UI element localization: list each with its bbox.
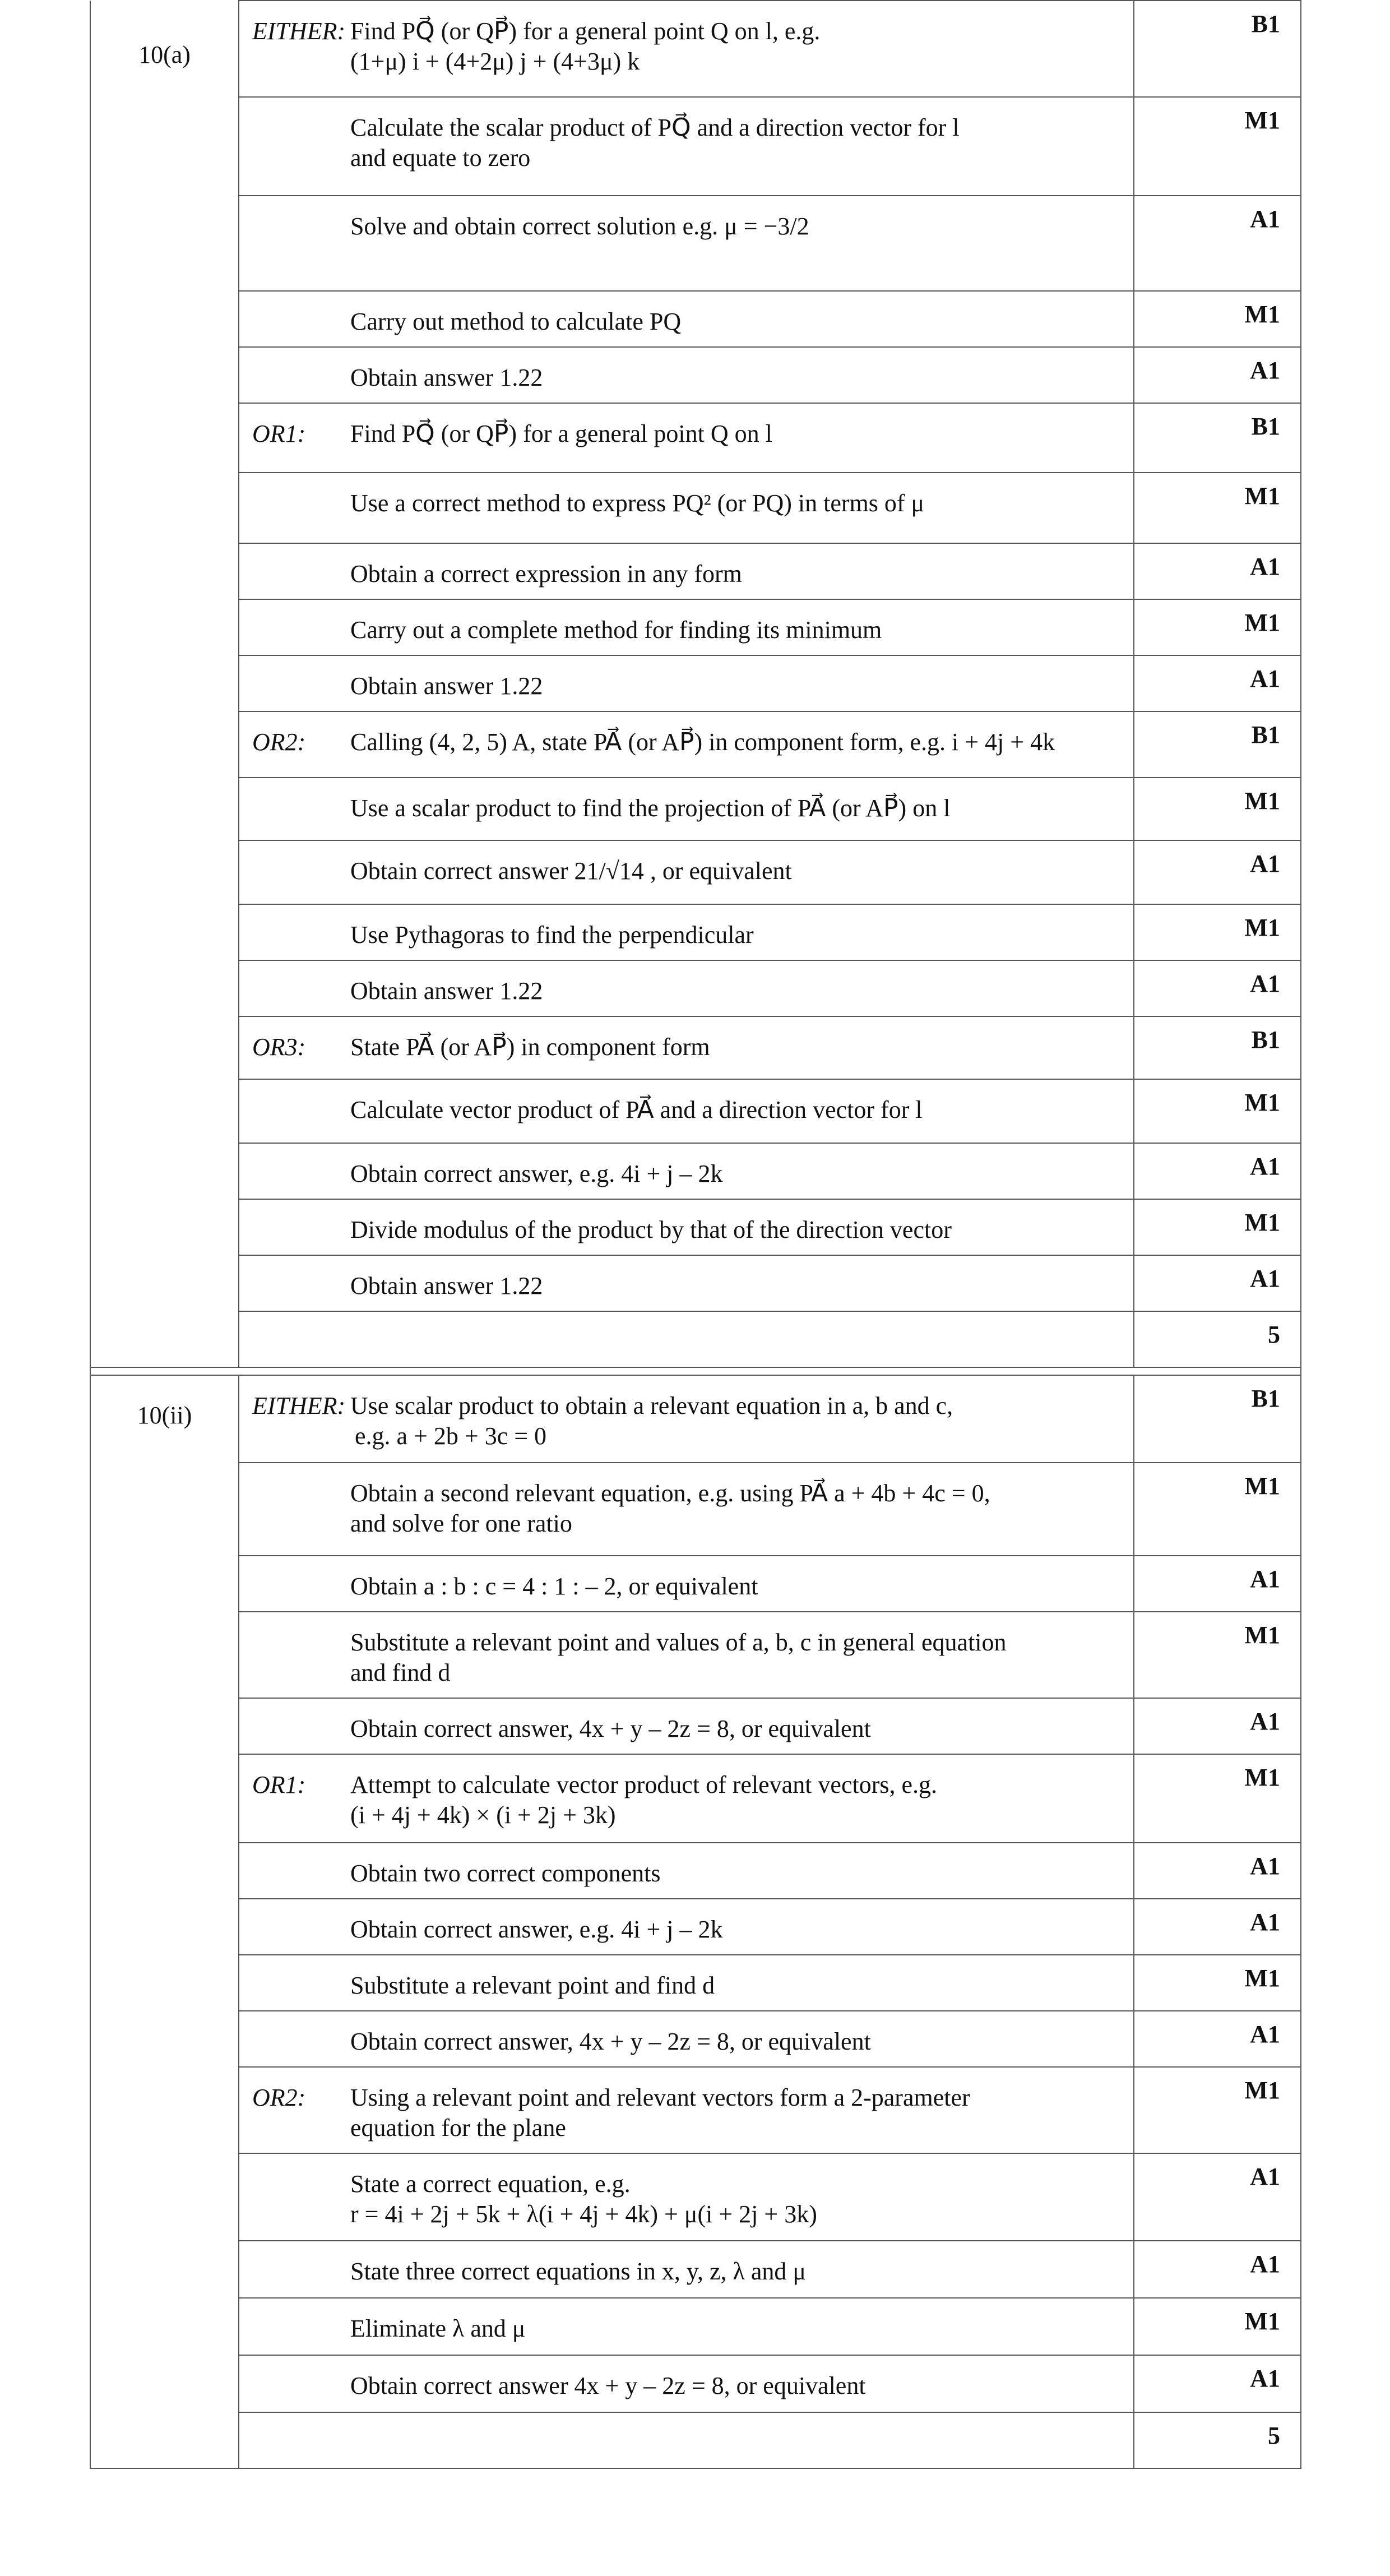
method-label [252,920,350,950]
method-label [252,1215,350,1245]
mark-code [1134,473,1301,543]
table-row [90,1463,1301,1556]
step-line: Obtain correct answer, 4x + y – 2z = 8, or equivalent [350,1715,871,1742]
method-label: EITHER: [252,1392,346,1419]
step-line: Carry out a complete method for finding its minimum [350,616,882,644]
answer-step [239,347,1134,403]
method-label [252,1478,350,1539]
step-text [350,2169,1122,2230]
mark-value: A1 [1250,850,1280,877]
method-label [252,1971,350,2001]
method-label [252,1627,350,1688]
step-line: Obtain a : b : c = 4 : 1 : – 2, or equivalent [350,1573,758,1600]
mark-value: A1 [1250,2365,1280,2392]
method-label: OR2: [252,728,306,756]
method-label [252,976,350,1006]
mark-value: B1 [1251,10,1280,38]
total-blank [239,2412,1134,2468]
step-text [350,1271,1122,1301]
mark-code [1134,1556,1301,1612]
answer-step [239,1754,1134,1843]
section-separator [90,1367,1301,1375]
mark-code [1134,196,1301,291]
step-text [350,1391,1122,1451]
method-label [252,793,350,824]
mark-value: A1 [1250,1565,1280,1593]
mark-value: A1 [1250,1908,1280,1936]
mark-value: A1 [1250,1708,1280,1735]
method-label [252,559,350,589]
mark-code [1134,1899,1301,1955]
question-number [90,1,239,1367]
mark-value: M1 [1244,609,1280,636]
answer-step [239,1899,1134,1955]
step-line: Substitute a relevant point and values of a, b, c in general equation [350,1629,1007,1656]
mark-value: M1 [1244,300,1280,328]
answer-step [239,1199,1134,1255]
table-row [90,1199,1301,1255]
mark-code [1134,778,1301,840]
mark-value: A1 [1250,1153,1280,1180]
answer-step [239,1612,1134,1698]
mark-value: A1 [1250,2020,1280,2048]
mark-value: A1 [1250,1852,1280,1880]
table-row [90,1,1301,97]
table-row [90,960,1301,1016]
method-label: OR2: [252,2084,306,2111]
mark-code [1134,1955,1301,2011]
mark-value: A1 [1250,205,1280,233]
step-text [350,419,1122,449]
answer-step [239,403,1134,473]
table-row [90,196,1301,291]
mark-code [1134,1,1301,97]
answer-step [239,2298,1134,2355]
answer-step [239,1375,1134,1463]
step-line: Obtain correct answer, e.g. 4i + j – 2k [350,1160,723,1187]
method-label [252,1571,350,1602]
mark-code [1134,1754,1301,1843]
answer-step [239,1463,1134,1556]
table-row [90,1255,1301,1311]
step-text [350,615,1122,645]
mark-code [1134,655,1301,711]
step-line: Use a scalar product to find the projection of PA⃗ (or AP⃗) on l [350,794,951,822]
mark-value: M1 [1244,2076,1280,2104]
step-line: Divide modulus of the product by that of the direction vector [350,1216,952,1243]
step-line: State a correct equation, e.g. [350,2170,631,2198]
answer-step [239,2011,1134,2067]
table-row [90,347,1301,403]
step-line: State three correct equations in x, y, z, λ and μ [350,2258,807,2285]
table-row [90,711,1301,778]
step-line: Obtain correct answer 4x + y – 2z = 8, or equivalent [350,2372,866,2399]
table-row [90,1899,1301,1955]
mark-code [1134,904,1301,960]
step-line: Obtain two correct components [350,1860,661,1887]
step-line: and solve for one ratio [350,1510,572,1537]
step-text [350,1627,1122,1688]
step-line: Calculate the scalar product of PQ⃗ and a direction vector for l [350,114,960,141]
mark-value: M1 [1244,1764,1280,1791]
step-text [350,1971,1122,2001]
mark-value: M1 [1244,2307,1280,2335]
mark-code [1134,1255,1301,1311]
step-text [350,1215,1122,1245]
mark-code [1134,2298,1301,2355]
separator-cell [90,1367,1301,1375]
step-line: Obtain answer 1.22 [350,1272,543,1299]
table-row [90,2153,1301,2241]
step-line: (i + 4j + 4k) × (i + 2j + 3k) [350,1801,616,1829]
answer-step [239,1843,1134,1899]
answer-step [239,1143,1134,1199]
step-line: Calculate vector product of PA⃗ and a direction vector for l [350,1096,923,1123]
step-text [350,1770,1122,1830]
table-row [90,1754,1301,1843]
step-text [350,1714,1122,1744]
table-row [90,473,1301,543]
step-text [350,2314,1122,2344]
step-text [350,1571,1122,1602]
answer-step [239,960,1134,1016]
answer-step [239,2067,1134,2153]
answer-step [239,1556,1134,1612]
mark-value: M1 [1244,1209,1280,1236]
answer-step [239,2241,1134,2298]
method-label [252,1858,350,1889]
mark-value: A1 [1250,665,1280,692]
step-line: Use scalar product to obtain a relevant equation in a, b and c, [350,1392,953,1419]
mark-value: M1 [1244,1089,1280,1116]
answer-step [239,2153,1134,2241]
mark-value: B1 [1251,1385,1280,1412]
total-value: 5 [1268,2422,1280,2449]
step-line: r = 4i + 2j + 5k + λ(i + 4j + 4k) + μ(i + 2j + 3k) [350,2200,817,2228]
question-label: 10(ii) [137,1402,192,1429]
table-row [90,904,1301,960]
step-text [350,2256,1122,2287]
answer-step [239,291,1134,347]
method-label [252,1271,350,1301]
step-line: Obtain answer 1.22 [350,672,543,700]
step-line: Attempt to calculate vector product of relevant vectors, e.g. [350,1771,938,1798]
mark-value: A1 [1250,970,1280,997]
table-row [90,1375,1301,1463]
method-label [252,1095,350,1125]
answer-step [239,473,1134,543]
step-text [350,1914,1122,1945]
method-label [252,363,350,393]
step-text [350,211,1122,242]
step-line: Obtain answer 1.22 [350,977,543,1005]
step-line: Find PQ⃗ (or QP⃗) for a general point Q on l, e.g. [350,17,821,45]
mark-code [1134,1375,1301,1463]
mark-value: M1 [1244,482,1280,510]
mark-code [1134,1698,1301,1754]
step-line: Calling (4, 2, 5) A, state PA⃗ (or AP⃗) in component form, e.g. i + 4j + 4k [350,728,1055,756]
step-text [350,856,1122,886]
mark-value: M1 [1244,914,1280,941]
step-text [350,1032,1122,1062]
table-row [90,2298,1301,2355]
total-value: 5 [1268,1321,1280,1348]
answer-step [239,599,1134,655]
mark-value: B1 [1251,1026,1280,1053]
method-label [252,307,350,337]
answer-step [239,655,1134,711]
mark-code [1134,2355,1301,2412]
answer-step [239,97,1134,196]
mark-code [1134,543,1301,599]
mark-value: M1 [1244,107,1280,134]
method-label [252,113,350,173]
table-row [90,1016,1301,1079]
mark-code [1134,2011,1301,2067]
total-blank [239,1311,1134,1367]
step-text [350,976,1122,1006]
answer-step [239,840,1134,904]
answer-step [239,2355,1134,2412]
step-text [350,363,1122,393]
mark-value: M1 [1244,1964,1280,1992]
table-row [90,1955,1301,2011]
table-row [90,778,1301,840]
mark-code [1134,1843,1301,1899]
step-line: Obtain answer 1.22 [350,364,543,391]
mark-scheme-table [90,0,1301,2469]
table-row [90,2355,1301,2412]
total-mark [1134,2412,1301,2468]
table-row [90,840,1301,904]
step-line: and find d [350,1659,451,1686]
step-text [350,559,1122,589]
step-line: Find PQ⃗ (or QP⃗) for a general point Q on l [350,420,772,447]
answer-step [239,1698,1134,1754]
mark-value: M1 [1244,787,1280,815]
step-text [350,16,1122,77]
step-text [350,793,1122,824]
mark-code [1134,97,1301,196]
answer-step [239,1955,1134,2011]
step-line: Obtain correct answer 21/√14 , or equivalent [350,857,792,885]
method-label: OR1: [252,1771,306,1798]
table-row [90,1143,1301,1199]
answer-step [239,543,1134,599]
method-label [252,615,350,645]
step-line: Obtain a correct expression in any form [350,560,742,588]
step-text [350,1159,1122,1189]
total-row [90,1311,1301,1367]
mark-scheme-body [90,1,1301,2468]
mark-code [1134,1612,1301,1698]
step-text [350,1478,1122,1539]
mark-code [1134,1199,1301,1255]
method-label [252,856,350,886]
step-line: equation for the plane [350,2114,566,2142]
step-line: and equate to zero [350,144,531,172]
answer-step [239,778,1134,840]
step-line: Using a relevant point and relevant vectors form a 2-parameter [350,2084,970,2111]
mark-value: A1 [1250,2250,1280,2278]
step-line: Eliminate λ and μ [350,2315,526,2342]
table-row [90,291,1301,347]
mark-code [1134,960,1301,1016]
step-text [350,307,1122,337]
method-label [252,2027,350,2057]
step-text [350,727,1122,757]
mark-code [1134,2241,1301,2298]
step-line: Solve and obtain correct solution e.g. μ = −3/2 [350,212,809,240]
step-line: Substitute a relevant point and find d [350,1972,715,1999]
step-text [350,2027,1122,2057]
mark-value: M1 [1244,1472,1280,1500]
mark-value: A1 [1250,1265,1280,1292]
table-row [90,1612,1301,1698]
step-text [350,1858,1122,1889]
step-line: Carry out method to calculate PQ [350,308,682,335]
table-row [90,1843,1301,1899]
method-label [252,1714,350,1744]
method-label [252,2256,350,2287]
answer-step [239,196,1134,291]
method-label [252,1914,350,1945]
answer-step [239,1016,1134,1079]
mark-code [1134,1079,1301,1143]
step-line: Obtain correct answer, 4x + y – 2z = 8, or equivalent [350,2028,871,2055]
table-row [90,1079,1301,1143]
mark-value: A1 [1250,2163,1280,2190]
answer-step [239,1,1134,97]
mark-value: A1 [1250,357,1280,384]
step-text [350,920,1122,950]
answer-step [239,904,1134,960]
method-label [252,2371,350,2401]
table-row [90,403,1301,473]
mark-value: A1 [1250,553,1280,580]
mark-scheme [90,0,1300,2469]
mark-code [1134,2153,1301,2241]
step-text [350,488,1122,519]
total-row [90,2412,1301,2468]
mark-code [1134,711,1301,778]
step-line: (1+μ) i + (4+2μ) j + (4+3μ) k [350,48,640,75]
method-label [252,2169,350,2230]
step-line: Use Pythagoras to find the perpendicular [350,921,754,949]
table-row [90,2067,1301,2153]
mark-code [1134,2067,1301,2153]
question-number [90,1375,239,2468]
mark-value: B1 [1251,721,1280,748]
step-text [350,671,1122,701]
step-text [350,2083,1122,2143]
answer-step [239,1079,1134,1143]
step-line: Use a correct method to express PQ² (or PQ) in terms of μ [350,489,925,517]
method-label: OR1: [252,420,306,447]
method-label [252,488,350,519]
method-label: EITHER: [252,17,346,45]
table-row [90,2011,1301,2067]
table-row [90,655,1301,711]
table-row [90,543,1301,599]
mark-value: M1 [1244,1621,1280,1649]
table-row [90,599,1301,655]
mark-value: B1 [1251,413,1280,440]
method-label [252,1159,350,1189]
method-label [252,2314,350,2344]
mark-code [1134,347,1301,403]
answer-step [239,711,1134,778]
method-label: OR3: [252,1033,306,1061]
method-label [252,211,350,242]
step-text [350,113,1122,173]
table-row [90,1556,1301,1612]
step-line: State PA⃗ (or AP⃗) in component form [350,1033,710,1061]
mark-code [1134,403,1301,473]
answer-step [239,1255,1134,1311]
step-text [350,1095,1122,1125]
step-line: Obtain a second relevant equation, e.g. using PA⃗ a + 4b + 4c = 0, [350,1479,990,1507]
mark-code [1134,840,1301,904]
table-row [90,1698,1301,1754]
method-label [252,671,350,701]
question-label: 10(a) [138,41,191,68]
mark-code [1134,599,1301,655]
table-row [90,97,1301,196]
mark-code [1134,1463,1301,1556]
table-row [90,2241,1301,2298]
step-line: e.g. a + 2b + 3c = 0 [355,1422,547,1450]
mark-code [1134,291,1301,347]
step-line: Obtain correct answer, e.g. 4i + j – 2k [350,1916,723,1943]
step-text [350,2371,1122,2401]
mark-code [1134,1143,1301,1199]
mark-code [1134,1016,1301,1079]
total-mark [1134,1311,1301,1367]
